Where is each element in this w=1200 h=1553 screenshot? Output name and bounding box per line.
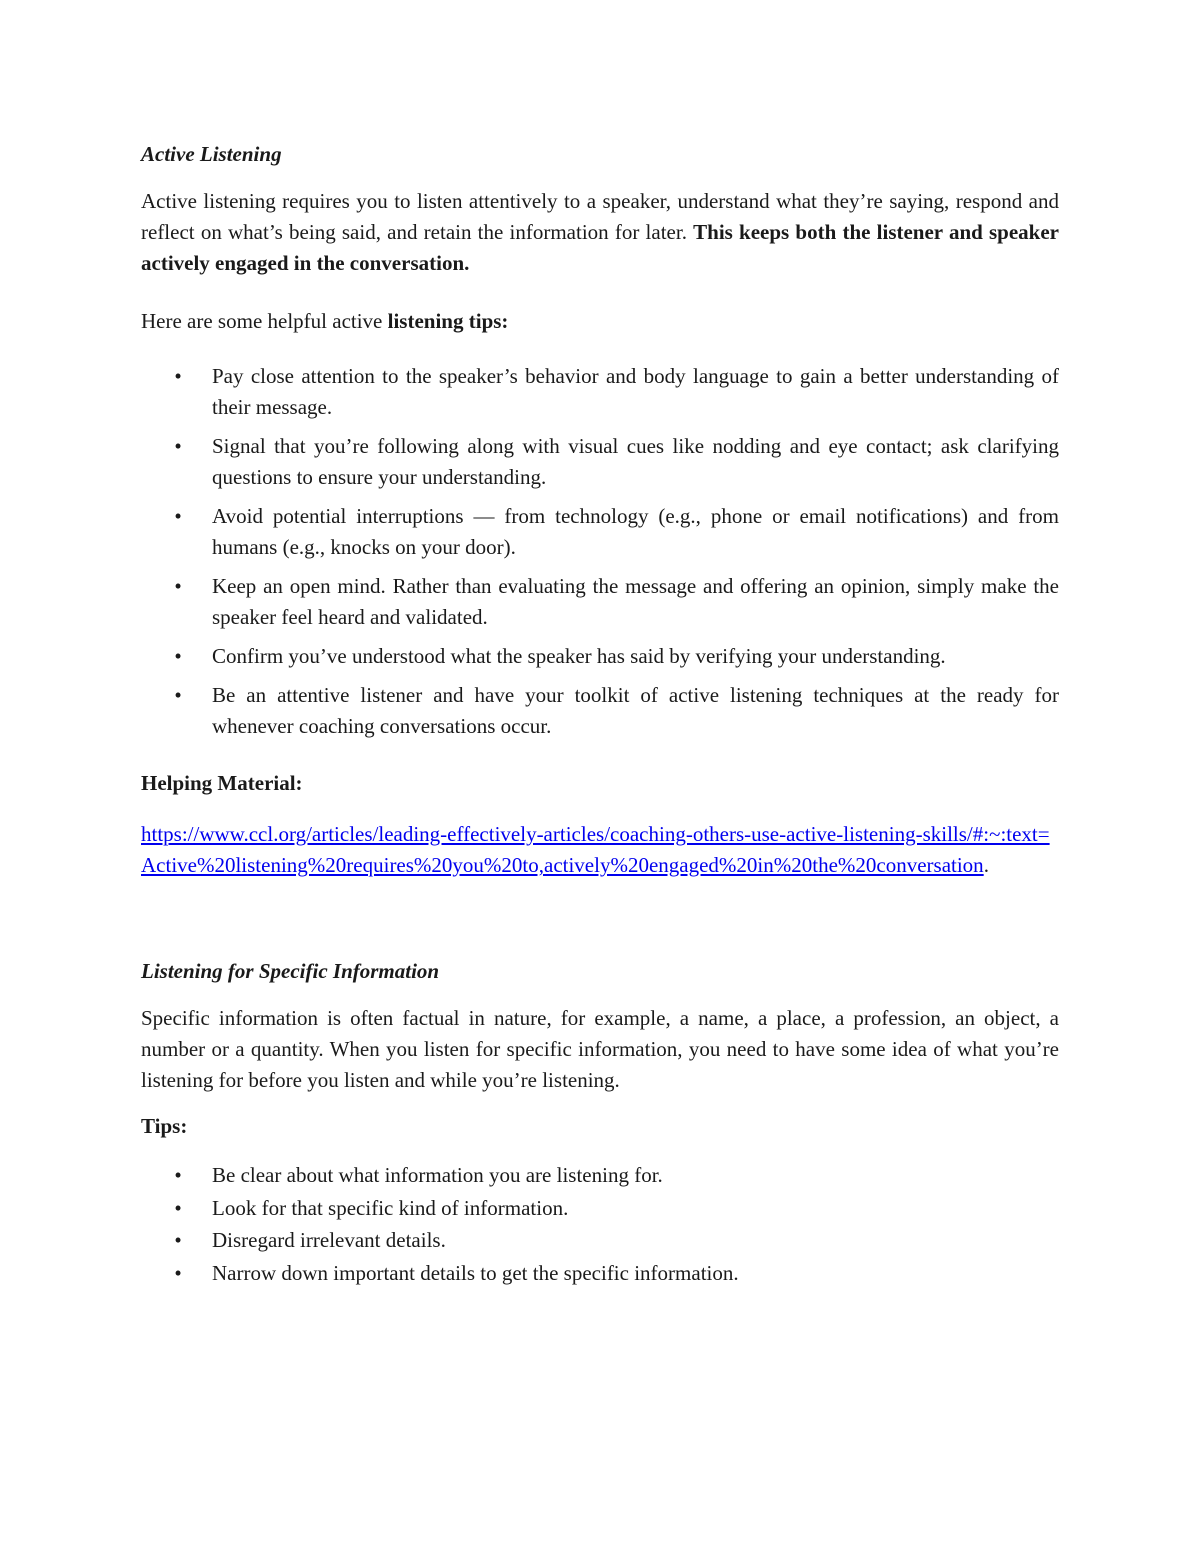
specific-information-tips-list [141,1159,1059,1289]
tips-label: Tips: [141,1114,188,1138]
bullet-icon: • [174,364,182,388]
list-item [141,501,1059,563]
bullet-icon: • [174,574,182,598]
list-item-text: Be clear about what information you are listening for. [212,1163,663,1187]
section-heading-active-listening: Active Listening [141,142,282,166]
section-heading-specific-information: Listening for Specific Information [141,959,440,983]
list-item-text: Disregard irrelevant details. [212,1228,446,1252]
bullet-icon: • [174,644,182,668]
link-suffix: . [983,853,989,877]
active-listening-intro [141,186,1059,279]
list-item-text: Pay close attention to the speaker’s behavior and body language to gain a better understanding of their message. [212,364,1059,419]
active-listening-tips-list [141,361,1059,742]
intro-text: Active listening requires you to listen attentively to a speaker, understand what they’re saying, respond and reflect on what’s being said, and retain the information for later. [141,189,1059,244]
list-item [141,680,1059,742]
bullet-icon: • [174,434,182,458]
tips-lead-text: Here are some helpful active [141,309,388,333]
list-item-text: Keep an open mind. Rather than evaluating the message and offering an opinion, simply make the speaker feel heard and validated. [212,574,1059,629]
list-item [141,571,1059,633]
intro-bold-text: This keeps both the listener and speaker actively engaged in the conversation. [141,220,1059,275]
helping-material-label: Helping Material: [141,771,303,795]
helping-material-link[interactable]: https://www.ccl.org/articles/leading-effectively-articles/coaching-others-use-active-listening-skills/#:~:text=Active%20listening%20requires%20you%20to,actively%20engaged%20in%20the%20conversation [141,822,1050,877]
list-item [141,641,1059,672]
list-item-text: Look for that specific kind of information. [212,1195,569,1220]
list-item-text: Narrow down important details to get the specific information. [212,1260,739,1285]
bullet-icon: • [174,1195,182,1220]
bullet-icon: • [174,683,182,707]
list-item-text: Signal that you’re following along with visual cues like nodding and eye contact; ask clarifying questions to ensure your understanding. [212,434,1059,489]
list-item [141,361,1059,423]
tips-lead [141,306,1059,337]
document-page [141,138,1059,1289]
specific-information-intro: Specific information is often factual in nature, for example, a name, a place, a profession, an object, a number or a quantity. When you listen for specific information, you need to have some idea of what you’re listening for before you listen and while you’re listening. [141,1006,1059,1092]
list-item-text: Avoid potential interruptions — from technology (e.g., phone or email notifications) and from humans (e.g., knocks on your door). [212,504,1059,559]
list-item-text: Be an attentive listener and have your toolkit of active listening techniques at the ready for whenever coaching conversations occur. [212,683,1059,738]
bullet-icon: • [174,1228,182,1252]
list-item [141,1192,1059,1225]
bullet-icon: • [174,1163,182,1187]
bullet-icon: • [174,504,182,528]
list-item [141,431,1059,493]
list-item [141,1257,1059,1290]
list-item-text: Confirm you’ve understood what the speaker has said by verifying your understanding. [212,644,946,668]
tips-lead-bold: listening tips: [387,309,509,333]
helping-material-link-paragraph [141,819,1059,881]
bullet-icon: • [174,1260,182,1285]
list-item [141,1224,1059,1257]
list-item [141,1159,1059,1192]
